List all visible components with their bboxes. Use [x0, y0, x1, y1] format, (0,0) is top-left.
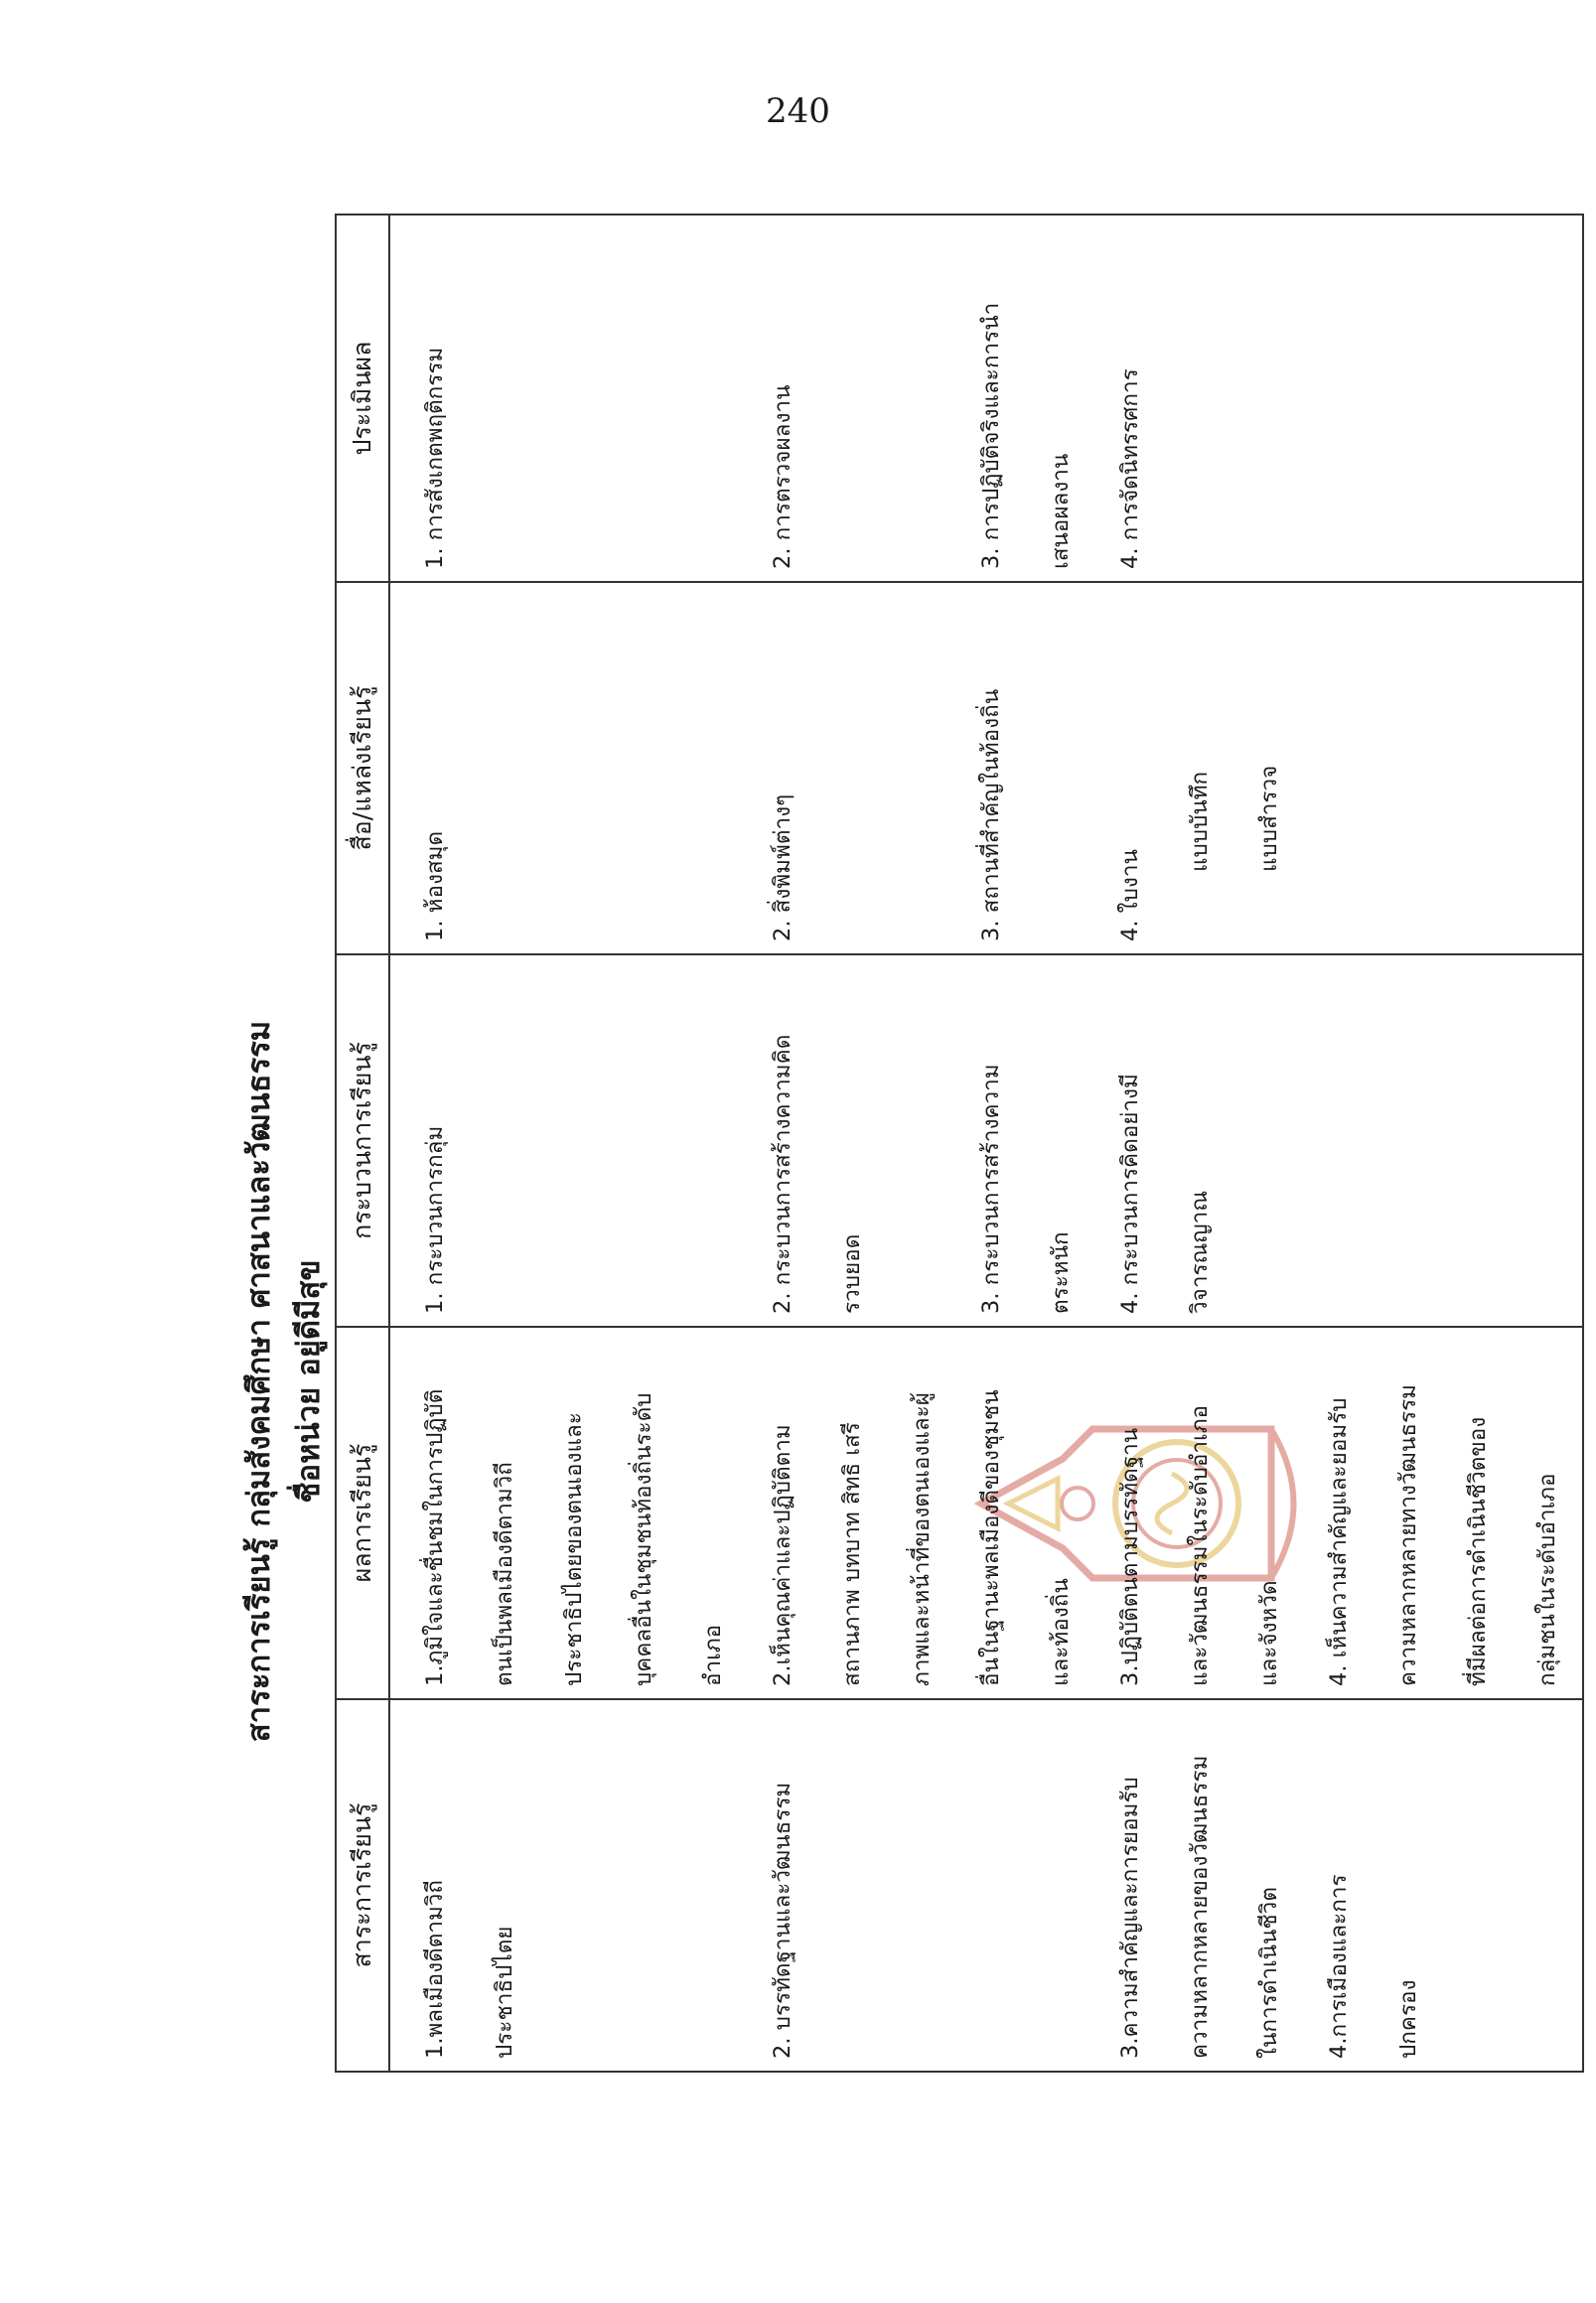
unit-name: ชื่อหน่วย อยู่ดีมีสุข [291, 1259, 327, 1504]
cell-line: 3. การปฏิบัติจริงและการนำ [978, 302, 1004, 569]
cell-line: 3.ความสำคัญและการยอมรับ [1117, 1777, 1143, 2059]
cell-line: 4. การจัดนิทรรศการ [1117, 368, 1143, 569]
cell-line [817, 227, 956, 569]
cell-line: 1. กระบวนการกลุ่ม [422, 1125, 448, 1314]
evaluation-cell [389, 215, 1583, 582]
learning-unit-table [335, 214, 1584, 2073]
cell-line: กลุ่มชนในระดับอำเภอ [1534, 1473, 1560, 1686]
cell-line: 2. การตรวจผลงาน [770, 384, 796, 569]
page-number: 240 [766, 91, 830, 131]
document-title: สาระการเรียนรู้ กลุ่มสังคมศึกษา ศาสนาและวัฒนธรรม [241, 1020, 277, 1743]
cell-line: 2. สิ่งพิมพ์ต่างๆ [770, 793, 796, 941]
cell-line: 1.พลเมืองดีตามวิถี [422, 1879, 448, 2059]
cell-line: 1.ภูมิใจและชื่นชมในการปฏิบัติ [422, 1388, 448, 1686]
cell-line: สถานภาพ บทบาท สิทธิ เสรี [839, 1422, 865, 1686]
cell-line [817, 1712, 1095, 2059]
cell-line: ปกครอง [1395, 1979, 1421, 2059]
cell-line: 2. กระบวนการสร้างความคิด [770, 1034, 796, 1314]
cell-line [470, 967, 748, 1314]
cell-line: 1. ห้องสมุด [422, 830, 448, 941]
cell-line: ตนเป็นพลเมืองดีตามวิถี [492, 1462, 517, 1686]
cell-line: ความหลากหลายทางวัฒนธรรม [1395, 1384, 1421, 1686]
media-cell [389, 582, 1583, 954]
column-header-media: สื่อ/แหล่งเรียนรู้ [336, 582, 389, 954]
cell-line: 2.เห็นคุณค่าและปฏิบัติตาม [770, 1424, 796, 1686]
cell-line: 3. สถานที่สำคัญในท้องถิ่น [978, 688, 1004, 941]
cell-line: ตระหนัก [1048, 1231, 1074, 1314]
cell-line: 4.การเมืองและการ [1326, 1874, 1352, 2059]
cell-line [887, 967, 956, 1314]
column-header-process: กระบวนการเรียนรู้ [336, 954, 389, 1327]
cell-line: แบบบันทึก [1187, 771, 1213, 872]
cell-line: 2. บรรทัดฐานและวัฒนธรรม [770, 1782, 796, 2059]
cell-line: บุคคลอื่นในชุมชนท้องถิ่นระดับ [631, 1392, 656, 1686]
column-header-strand: สาระการเรียนรู้ [336, 1699, 389, 2072]
cell-line: 3.ปฏิบัติตนตามบรรทัดฐาน [1117, 1427, 1143, 1686]
cell-line: ภาพและหน้าที่ของตนเองและผู้ [909, 1392, 935, 1686]
cell-line: และจังหวัด [1256, 1580, 1282, 1686]
cell-line: เสนอผลงาน [1048, 453, 1074, 569]
cell-line [470, 595, 748, 941]
cell-line: แบบสำรวจ [1256, 765, 1282, 872]
cell-line: วิจารณญาณ [1187, 1190, 1213, 1314]
cell-line: ความหลากหลายของวัฒนธรรม [1187, 1755, 1213, 2059]
cell-line: อำเภอ [700, 1624, 726, 1686]
cell-line [817, 595, 956, 941]
column-header-evaluation: ประเมินผล [336, 215, 389, 582]
cell-line: ประชาธิปไตยของตนเองและ [561, 1412, 587, 1686]
cell-line [539, 1712, 748, 2059]
outcomes-cell [389, 1327, 1583, 1699]
table-row [389, 215, 1583, 2072]
cell-line: 4. ใบงาน [1117, 849, 1143, 941]
table-header-row [336, 215, 389, 2072]
cell-line: และวัฒนธรรมในระดับอำเภอ [1187, 1404, 1213, 1686]
process-cell [389, 954, 1583, 1327]
cell-line [470, 227, 748, 569]
cell-line: และท้องถิ่น [1048, 1578, 1074, 1686]
cell-line: ในการดำเนินชีวิต [1256, 1887, 1282, 2059]
cell-line: 4. กระบวนการคิดอย่างมี [1117, 1074, 1143, 1314]
cell-line: อื่นในฐานะพลเมืองดีของชุมชน [978, 1389, 1004, 1686]
cell-line: ที่มีผลต่อการดำเนินชีวิตของ [1465, 1416, 1491, 1686]
cell-line: รวบยอด [839, 1233, 865, 1314]
cell-line: ประชาธิปไตย [492, 1926, 517, 2059]
strand-cell [389, 1699, 1583, 2072]
cell-line [1026, 595, 1095, 941]
column-header-outcomes: ผลการเรียนรู้ [336, 1327, 389, 1699]
cell-line: 1. การสังเกตพฤติกรรม [422, 347, 448, 569]
cell-line: 3. กระบวนการสร้างความ [978, 1064, 1004, 1314]
cell-line: 4. เห็นความสำคัญและยอมรับ [1326, 1397, 1352, 1686]
